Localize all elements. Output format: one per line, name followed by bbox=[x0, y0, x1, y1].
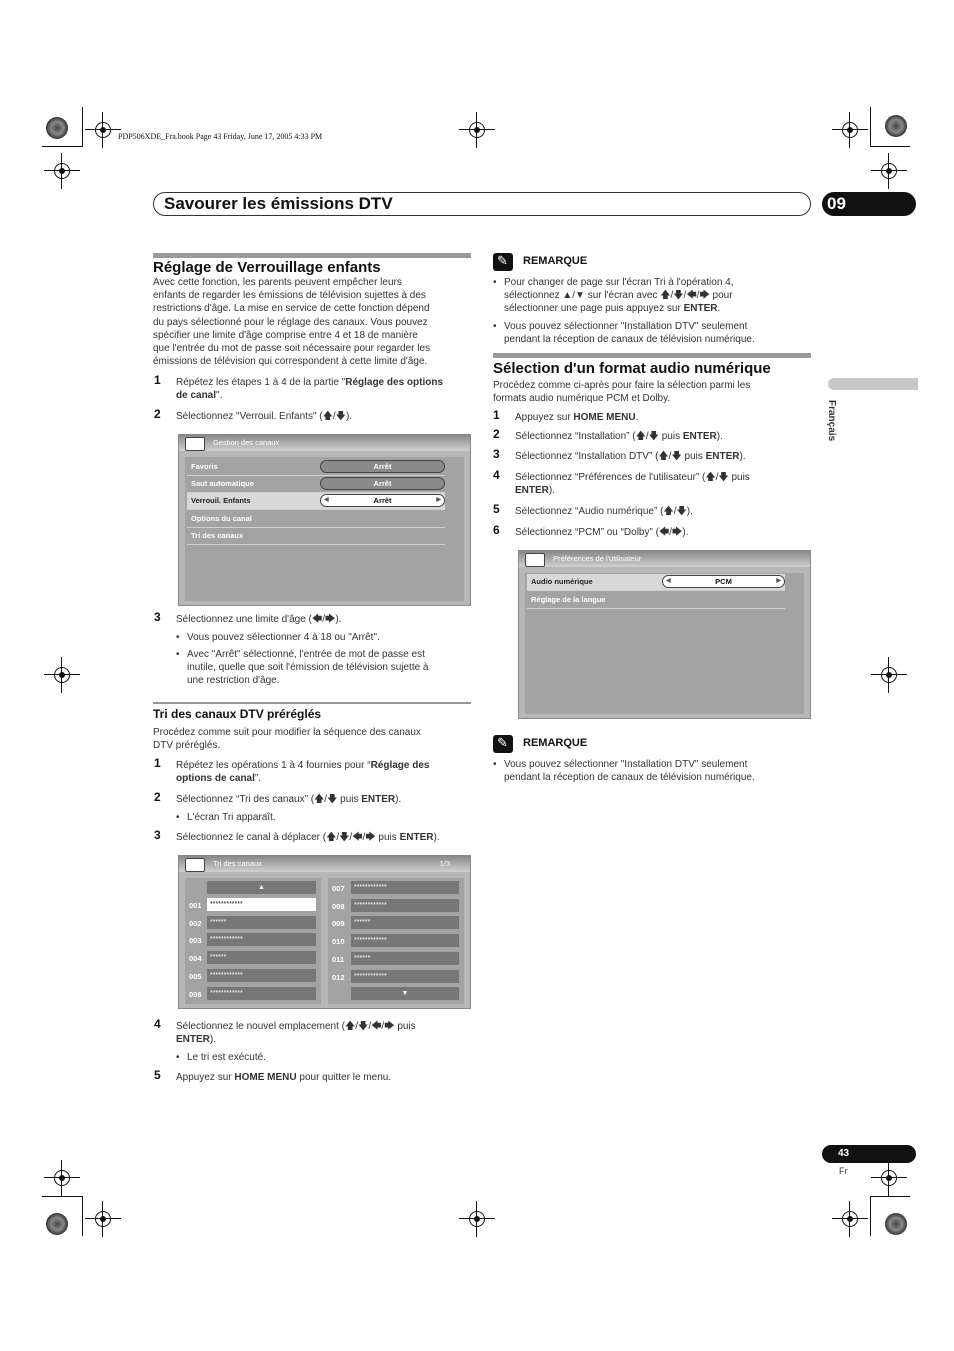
menu-row-options-du-canal[interactable] bbox=[187, 511, 445, 528]
step-bold: ENTER bbox=[515, 485, 549, 497]
channel-slot[interactable]: ****** bbox=[207, 916, 316, 929]
channel-number: 005 bbox=[189, 971, 202, 981]
channel-slot[interactable]: ************ bbox=[207, 969, 316, 982]
bullet: • Le tri est exécuté. bbox=[176, 1051, 266, 1064]
text-line: pendant la réception de canaux de télévision numérique. bbox=[504, 772, 755, 784]
channel-number: 006 bbox=[189, 989, 202, 999]
text: . bbox=[717, 303, 721, 315]
registration-disc-icon bbox=[885, 1213, 907, 1235]
note-icon bbox=[493, 253, 513, 271]
text-line: DTV préréglés. bbox=[153, 740, 221, 752]
crop-mark bbox=[870, 146, 910, 147]
text-line: que l'entrée du mot de passe soit nécessaire pour regarder les bbox=[153, 343, 431, 355]
channel-number: 008 bbox=[332, 901, 345, 911]
note-icon bbox=[493, 735, 513, 753]
page-indicator: 1/3 bbox=[439, 859, 450, 868]
text-line: • Avec "Arrêt" sélectionné, l'entrée de mot de passe est bbox=[187, 649, 425, 660]
registration-disc-icon bbox=[46, 1213, 68, 1235]
step-number: 2 bbox=[154, 407, 161, 421]
subsection-heading: Tri des canaux DTV préréglés bbox=[153, 707, 322, 721]
note-title: REMARQUE bbox=[523, 737, 588, 749]
crosshair-mark-icon bbox=[44, 153, 80, 189]
note-bullet bbox=[493, 276, 803, 316]
registration-disc-icon bbox=[885, 115, 907, 137]
step-bold: ENTER bbox=[361, 794, 396, 805]
crosshair-mark-icon bbox=[871, 153, 907, 189]
channel-slot[interactable]: ****** bbox=[207, 951, 316, 964]
step-text: Sélectionnez “Audio numérique” (🡅/🡇). bbox=[515, 506, 693, 517]
screen-title-bar bbox=[519, 551, 810, 567]
step-text: Répétez les opérations 1 à 4 fournies pour “ bbox=[176, 760, 371, 771]
channel-slot[interactable]: ************ bbox=[207, 987, 316, 1000]
text-line: formats audio numérique PCM et Dolby. bbox=[493, 393, 671, 405]
step-text: Répétez les étapes 1 à 4 de la partie " bbox=[176, 377, 346, 388]
step-number: 4 bbox=[493, 468, 500, 482]
crosshair-mark-icon bbox=[871, 1160, 907, 1196]
text-line: • Vous pouvez sélectionner "Installation DTV" seulement bbox=[504, 759, 748, 770]
step-text: Sélectionnez “Tri des canaux” (🡅/🡇 puis bbox=[176, 794, 362, 805]
crop-mark bbox=[870, 107, 871, 147]
step-text: Sélectionnez une limite d'âge (🡄/🡆). bbox=[176, 614, 342, 625]
channel-slot[interactable]: ************ bbox=[351, 881, 459, 894]
text-bold: ENTER bbox=[683, 303, 718, 315]
channel-sort-screen bbox=[178, 855, 471, 1009]
step-text: ). bbox=[739, 451, 746, 462]
step-text: ). bbox=[433, 832, 440, 843]
page-up-button[interactable]: ▲ bbox=[207, 881, 316, 894]
text-line: Procédez comme ci-après pour faire la sélection parmi les bbox=[493, 380, 751, 391]
step-bold: Réglage des bbox=[370, 760, 430, 771]
text-line: spécifier une limite d'âge comprise entre 4 et 18 de manière bbox=[153, 329, 418, 341]
step-number: 3 bbox=[493, 447, 500, 461]
page-down-button[interactable]: ▼ bbox=[351, 987, 459, 1000]
menu-row-favoris[interactable] bbox=[187, 459, 445, 476]
step-number: 2 bbox=[154, 790, 161, 804]
step-3 bbox=[154, 610, 342, 626]
audio-step-4 bbox=[493, 468, 811, 497]
step-number: 4 bbox=[154, 1017, 161, 1031]
step-text: Sélectionnez le canal à déplacer (🡅/🡇/🡄/🡆 puis bbox=[176, 832, 400, 843]
text-line: Procédez comme suit pour modifier la séquence des canaux bbox=[153, 727, 421, 738]
crop-mark bbox=[82, 107, 83, 147]
row-label: Options du canal bbox=[191, 514, 252, 523]
channel-number: 009 bbox=[332, 919, 345, 929]
row-label: Favoris bbox=[191, 462, 218, 471]
step-text: ”. bbox=[254, 773, 262, 785]
channel-number: 012 bbox=[332, 972, 345, 982]
step-text: . bbox=[635, 412, 639, 423]
step-bold: HOME MENU bbox=[573, 412, 636, 423]
step-text: ). bbox=[716, 431, 723, 442]
step-number: 3 bbox=[154, 610, 161, 624]
channel-number: 007 bbox=[332, 884, 345, 893]
channel-number: 010 bbox=[332, 937, 345, 947]
screen-title: Tri des canaux bbox=[213, 859, 262, 868]
language-tab bbox=[828, 378, 918, 390]
step-2 bbox=[154, 407, 353, 423]
channel-slot[interactable]: ****** bbox=[351, 916, 459, 929]
channel-slot[interactable]: ************ bbox=[351, 934, 459, 947]
text-line: pendant la réception de canaux de télévision numérique. bbox=[504, 334, 755, 346]
step-number: 2 bbox=[493, 427, 500, 441]
crosshair-mark-icon bbox=[832, 112, 868, 148]
step-text: Appuyez sur bbox=[515, 412, 574, 423]
step-text: Sélectionnez “Installation” (🡅/🡇 puis bbox=[515, 431, 683, 442]
step-text: ). bbox=[395, 794, 402, 805]
channel-number: 004 bbox=[189, 954, 202, 964]
step-number: 6 bbox=[493, 523, 500, 537]
crosshair-mark-icon bbox=[85, 112, 121, 148]
chapter-title: Savourer les émissions DTV bbox=[164, 194, 393, 213]
section-heading: Réglage de Verrouillage enfants bbox=[153, 259, 381, 276]
step-text: Sélectionnez “Préférences de l'utilisateur” (🡅/🡇 puis bbox=[515, 472, 750, 483]
intro-paragraph bbox=[153, 276, 473, 368]
step-number: 5 bbox=[493, 502, 500, 516]
screen-title: Préférences de l'utilisateur bbox=[553, 554, 642, 563]
note-bullet bbox=[493, 758, 803, 784]
sort-step-1 bbox=[154, 756, 472, 785]
crosshair-mark-icon bbox=[871, 657, 907, 693]
step-bold: ENTER bbox=[705, 451, 740, 462]
text-line: restrictions d'âge. La mise en service de cette fonction dépend bbox=[153, 303, 430, 315]
step-bold: de canal bbox=[176, 390, 217, 402]
menu-row-audio-numerique[interactable] bbox=[527, 574, 785, 591]
screen-title: Gestion des canaux bbox=[213, 438, 280, 447]
side-language-label: Français bbox=[826, 400, 837, 442]
text-line: • Vous pouvez sélectionner "Installation DTV" seulement bbox=[504, 321, 748, 332]
audio-step-2 bbox=[493, 427, 723, 443]
row-value: Arrêt bbox=[320, 460, 445, 473]
channel-number: 011 bbox=[332, 954, 345, 964]
row-label: Tri des canaux bbox=[191, 531, 244, 540]
section-intro bbox=[493, 379, 813, 405]
text-line: émissions de télévision qui correspondent à cette limite d'âge. bbox=[153, 356, 428, 368]
step-1 bbox=[154, 373, 472, 402]
channel-management-screen bbox=[178, 434, 471, 606]
print-header: PDP506XDE_Fra.book Page 43 Friday, June 17, 2005 4:33 PM bbox=[118, 132, 323, 141]
chapter-number: 09 bbox=[822, 192, 916, 216]
section-heading: Sélection d'un format audio numérique bbox=[493, 360, 771, 377]
registration-disc-icon bbox=[46, 117, 68, 139]
sort-step-5 bbox=[154, 1068, 392, 1084]
note-bullet bbox=[493, 320, 803, 346]
step-number: 1 bbox=[154, 373, 161, 387]
crosshair-mark-icon bbox=[44, 657, 80, 693]
step-text: Appuyez sur bbox=[176, 1072, 235, 1083]
crop-mark bbox=[870, 1196, 910, 1197]
step-text: ". bbox=[216, 390, 223, 402]
row-value-selector[interactable]: ◀ PCM ▶ bbox=[662, 575, 785, 588]
step-bold: ENTER bbox=[176, 1034, 210, 1046]
text-line: enfants de regarder les émissions de télévision sujettes à des bbox=[153, 290, 426, 302]
channel-number: 002 bbox=[189, 918, 202, 928]
note-title: REMARQUE bbox=[523, 255, 588, 267]
channel-slot[interactable]: ************ bbox=[351, 899, 459, 912]
step-text: Sélectionnez “Installation DTV” (🡅/🡇 puis bbox=[515, 451, 706, 462]
row-label: Verrouil. Enfants bbox=[191, 496, 251, 505]
crosshair-mark-icon bbox=[832, 1201, 868, 1237]
tv-icon bbox=[185, 858, 205, 872]
channel-slot[interactable]: ************ bbox=[207, 933, 316, 946]
text-line: une restriction d'âge. bbox=[187, 675, 280, 687]
page-language: Fr bbox=[839, 1166, 848, 1176]
sort-step-2 bbox=[154, 790, 402, 806]
step-bold: ENTER bbox=[682, 431, 717, 442]
text: sélectionnez ▲/▼ sur l'écran avec 🡅/🡇/🡄/🡆 pour bbox=[504, 290, 733, 302]
audio-step-3 bbox=[493, 447, 746, 463]
crop-mark bbox=[870, 1196, 871, 1236]
channel-number: 001 bbox=[189, 901, 202, 910]
text: Pour changer de page sur l'écran Tri à l'opération 4, bbox=[504, 277, 734, 288]
crosshair-mark-icon bbox=[459, 1201, 495, 1237]
menu-row-verrouil-enfants[interactable] bbox=[187, 493, 445, 510]
step-number: 3 bbox=[154, 828, 161, 842]
text-line: Avec cette fonction, les parents peuvent empêcher leurs bbox=[153, 277, 402, 288]
menu-row-tri-des-canaux[interactable] bbox=[187, 528, 445, 545]
step-text: Sélectionnez "Verrouil. Enfants" (🡅/🡇). bbox=[176, 411, 353, 422]
sort-step-4 bbox=[154, 1017, 472, 1046]
row-label: Saut automatique bbox=[191, 479, 254, 488]
crop-mark bbox=[42, 146, 82, 147]
section-rule bbox=[493, 353, 811, 358]
step-bold: HOME MENU bbox=[234, 1072, 297, 1083]
audio-step-1 bbox=[493, 408, 639, 424]
text-line: inutile, quelle que soit l'émission de télévision sujette à bbox=[187, 662, 429, 674]
page-number: 43 bbox=[822, 1145, 916, 1163]
crop-mark bbox=[42, 1196, 82, 1197]
row-label: Audio numérique bbox=[531, 577, 593, 586]
menu-row-reglage-langue[interactable] bbox=[527, 592, 785, 609]
text: sélectionner une page puis appuyez sur bbox=[504, 303, 684, 315]
crosshair-mark-icon bbox=[85, 1201, 121, 1237]
step-text: Sélectionnez “PCM” ou “Dolby” (🡄/🡆). bbox=[515, 527, 689, 538]
step-text: ). bbox=[209, 1034, 217, 1046]
bullet: • L'écran Tri apparaît. bbox=[176, 811, 276, 824]
section-rule bbox=[153, 253, 471, 258]
bullet: • Vous pouvez sélectionner 4 à 18 ou "Arrêt". bbox=[176, 631, 380, 644]
step-bold: Réglage des options bbox=[345, 377, 444, 388]
channel-slot[interactable]: ************ bbox=[207, 898, 316, 911]
audio-step-6 bbox=[493, 523, 689, 539]
row-value-selector[interactable]: ◀ Arrêt ▶ bbox=[320, 494, 445, 507]
text-line: du pays sélectionné pour le réglage des canaux. Vous pouvez bbox=[153, 316, 428, 328]
row-label: Réglage de la langue bbox=[531, 595, 606, 604]
step-text: pour quitter le menu. bbox=[296, 1072, 392, 1083]
step-number: 1 bbox=[493, 408, 500, 422]
subsection-intro bbox=[153, 726, 473, 752]
channel-slot[interactable]: ************ bbox=[351, 970, 459, 983]
screen-title-bar bbox=[179, 856, 470, 872]
menu-row-saut-automatique[interactable] bbox=[187, 476, 445, 493]
step-text: ). bbox=[548, 485, 556, 497]
bullet bbox=[176, 648, 472, 688]
audio-step-5 bbox=[493, 502, 693, 518]
crop-mark bbox=[82, 1196, 83, 1236]
user-preferences-screen bbox=[518, 550, 811, 719]
step-bold: ENTER bbox=[399, 832, 434, 843]
chapter-header bbox=[153, 192, 811, 216]
crosshair-mark-icon bbox=[44, 1160, 80, 1196]
screen-title-bar bbox=[179, 435, 470, 451]
row-value: Arrêt bbox=[320, 477, 445, 490]
channel-number: 003 bbox=[189, 936, 202, 946]
channel-slot[interactable]: ****** bbox=[351, 952, 459, 965]
sort-step-3 bbox=[154, 828, 440, 844]
tv-icon bbox=[525, 553, 545, 567]
crosshair-mark-icon bbox=[459, 112, 495, 148]
step-number: 1 bbox=[154, 756, 161, 770]
step-bold: options de canal bbox=[176, 773, 255, 785]
subsection-rule bbox=[153, 702, 471, 704]
step-number: 5 bbox=[154, 1068, 161, 1082]
step-text: Sélectionnez le nouvel emplacement (🡅/🡇/🡄/🡆 puis bbox=[176, 1021, 416, 1032]
tv-icon bbox=[185, 437, 205, 451]
